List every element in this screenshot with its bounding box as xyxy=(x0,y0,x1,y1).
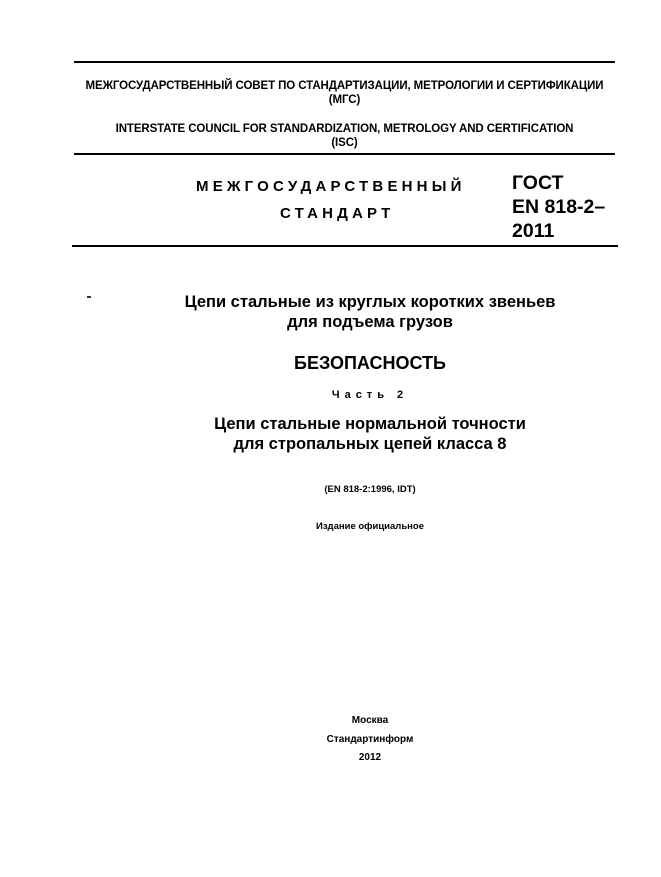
imprint-city: Москва xyxy=(351,715,389,726)
imprint-publisher: Стандартинформ xyxy=(326,733,414,745)
council-en-line2: (ISC) xyxy=(331,137,358,149)
document-subtitle xyxy=(70,414,661,454)
imprint xyxy=(70,712,661,768)
standard-type-line1: МЕЖГОСУДАРСТВЕННЫЙ xyxy=(196,178,466,195)
gost-designation xyxy=(512,171,605,243)
council-ru-line1: МЕЖГОСУДАРСТВЕННЫЙ СОВЕТ ПО СТАНДАРТИЗАЦИИ, МЕТРОЛОГИИ И СЕРТИФИКАЦИИ xyxy=(85,80,604,92)
council-name-english xyxy=(74,122,615,150)
council-ru-line2: (МГС) xyxy=(328,94,361,106)
bottom-rule xyxy=(72,245,618,247)
standard-type-line2: СТАНДАРТ xyxy=(280,205,395,222)
top-rule xyxy=(74,61,615,63)
imprint-year: 2012 xyxy=(358,752,382,763)
en-reference: (EN 818-2:1996, IDT) xyxy=(324,484,416,495)
title-line1: Цепи стальные из круглых коротких звеньев xyxy=(184,293,556,311)
title-line2: для подъема грузов xyxy=(287,313,453,331)
gost-line1: ГОСТ xyxy=(512,172,564,194)
gost-line3: 2011 xyxy=(512,220,555,242)
subtitle-line2: для стропальных цепей класса 8 xyxy=(233,435,507,453)
middle-rule xyxy=(74,153,615,155)
safety-heading: БЕЗОПАСНОСТЬ xyxy=(294,353,446,373)
council-name-russian xyxy=(74,79,615,107)
part-label: Часть 2 xyxy=(331,389,409,401)
official-edition: Издание официальное xyxy=(316,521,424,532)
subtitle-line1: Цепи стальные нормальной точности xyxy=(214,415,526,433)
council-en-line1: INTERSTATE COUNCIL FOR STANDARDIZATION, METROLOGY AND CERTIFICATION xyxy=(115,123,574,135)
document-title xyxy=(70,292,661,332)
gost-line2: EN 818-2– xyxy=(512,196,606,218)
